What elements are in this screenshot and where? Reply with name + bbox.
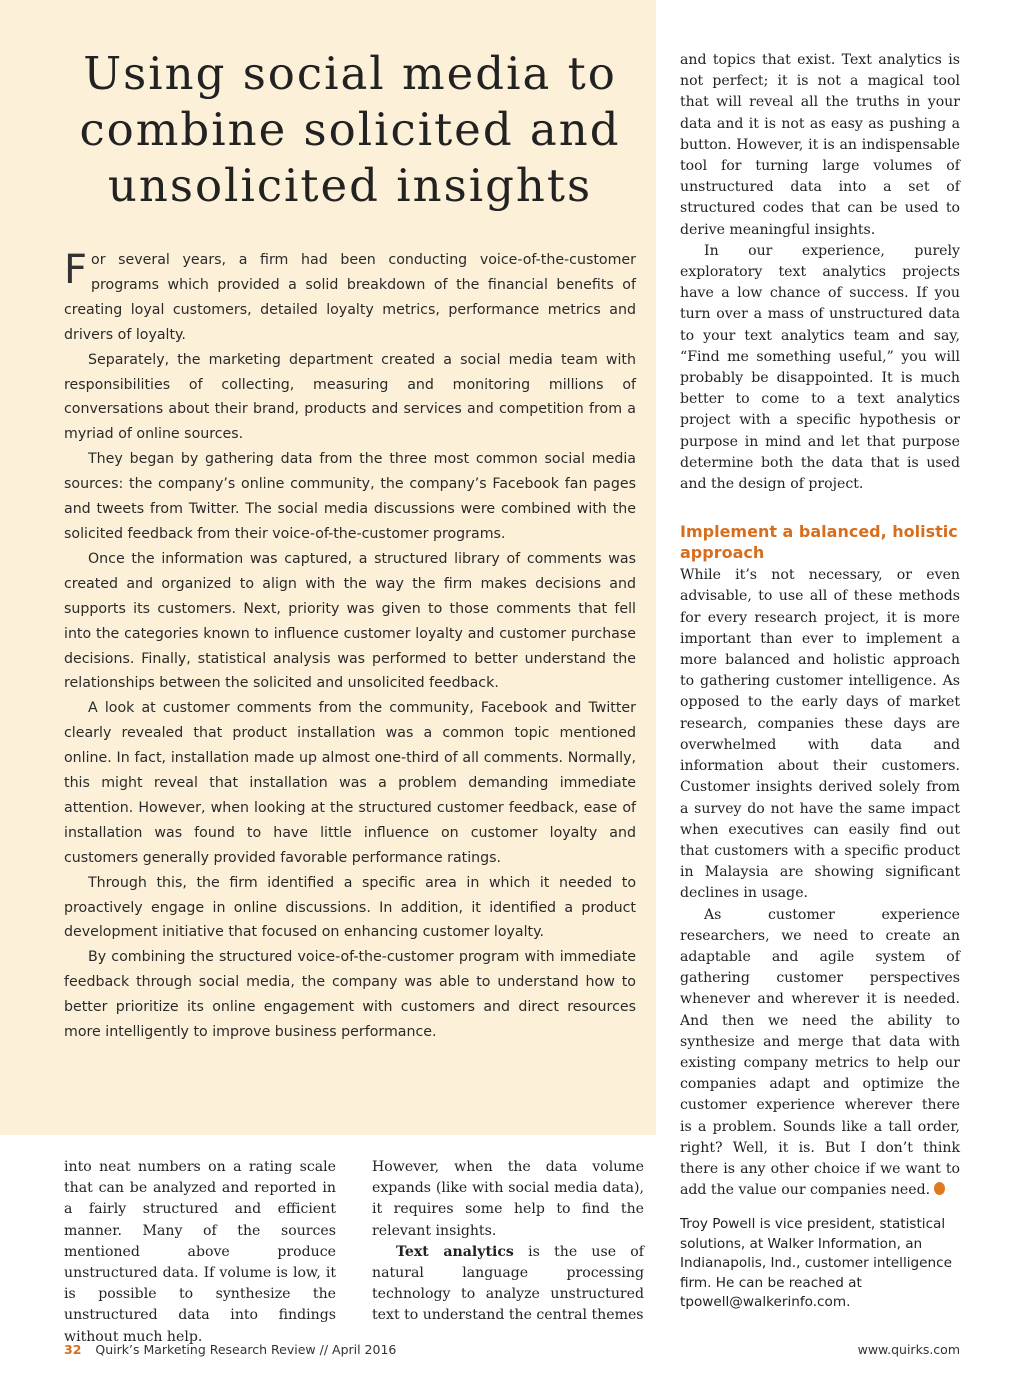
author-bio: Troy Powell is vice president, statistical solutions, at Walker Information, an Indianapolis, Ind., customer intelligence firm. He can be reached at tpowell@walkerinfo.com. <box>680 1216 952 1311</box>
page-footer <box>64 1342 960 1362</box>
body-paragraph: However, when the data volume expands (like with social media data), it requires some help to find the relevant insights. <box>372 1159 644 1239</box>
body-column-middle <box>372 1157 644 1327</box>
body-paragraph <box>372 1242 644 1327</box>
sidebar-title <box>40 46 660 214</box>
sidebar-paragraph-text: or several years, a firm had been conducting voice-of-the-customer programs which provided a solid breakdown of the financial benefits of creating loyal customers, detailed loyalty metrics, performance metrics and drivers of loyalty. <box>64 252 636 343</box>
body-paragraph-text: is the use of natural language processing technology to analyze unstructured text to understand the central themes <box>372 1243 645 1324</box>
sidebar-paragraph: A look at customer comments from the community, Facebook and Twitter clearly revealed that product installation was a common topic mentioned online. In fact, installation made up almost one-third of all comments. Normally, this might reveal that installation was a problem demanding immediate attention. However, when looking at the structured customer feedback, ease of installation was found to have little influence on customer loyalty and customers generally provided favorable performance ratings. <box>64 700 636 866</box>
body-paragraph: In our experience, purely exploratory text analytics projects have a low chance of success. If you turn over a mass of unstructured data to your text analytics team and say, “Find me something useful,” you will probably be disappointed. It is much better to come to a text analytics project with a specific hypothesis or purpose in mind and let that purpose determine both the data that is used and the design of project. <box>680 242 960 493</box>
body-paragraph: While it’s not necessary, or even advisable, to use all of these methods for every research project, it is more important than ever to implement a more balanced and holistic approach to gathering customer intelligence. As opposed to the early days of market research, companies these days are overwhelmed with data and information about their customers. Customer insights derived solely from a survey do not have the same impact when executives can easily find out that customers with a specific product in Malaysia are showing significant declines in usage. <box>680 567 960 902</box>
sidebar-paragraph: Separately, the marketing department created a social media team with responsibilities of collecting, measuring and monitoring millions of conversations about their brand, products and services and competition from a myriad of online sources. <box>64 351 636 443</box>
sidebar-body <box>64 248 636 1045</box>
body-column-right <box>680 50 960 1313</box>
quirks-q-icon <box>934 1182 945 1195</box>
body-paragraph: into neat numbers on a rating scale that can be analyzed and reported in a fairly structured and efficient manner. Many of the sources mentioned above produce unstructured data. If volume is low, it is possible to synthesize the unstructured data into findings without much help. <box>64 1159 336 1345</box>
page-number: 32 <box>64 1342 82 1357</box>
footer-url: www.quirks.com <box>857 1342 960 1357</box>
sidebar-paragraph: Through this, the firm identified a specific area in which it needed to proactively engage in online discussions. In addition, it identified a product development initiative that focused on enhancing customer loyalty. <box>64 874 636 941</box>
sidebar-paragraph: They began by gathering data from the three most common social media sources: the company’s online community, the company’s Facebook fan pages and tweets from Twitter. The social media discussions were combined with the solicited feedback from their voice-of-the-customer programs. <box>64 451 636 542</box>
body-paragraph: and topics that exist. Text analytics is not perfect; it is not a magical tool that will reveal all the truths in your data and it is not as easy as pushing a button. However, it is an indispensable tool for turning large volumes of unstructured data into a set of structured codes that can be used to derive meaningful insights. <box>680 52 960 238</box>
body-paragraph <box>680 905 960 1202</box>
sidebar-title-line: Using social media to <box>83 47 617 100</box>
sidebar-paragraph: Once the information was captured, a structured library of comments was created and organized to align with the way the firm makes decisions and supports its customers. Next, priority was given to those comments that fell into the categories known to influence customer loyalty and customer purchase decisions. Finally, statistical analysis was performed to better understand the relationships between the solicited and unsolicited feedback. <box>64 550 636 692</box>
section-subheading: Implement a balanced, holistic approach <box>680 522 958 563</box>
sidebar-paragraph <box>64 248 636 348</box>
publication-info: Quirk’s Marketing Research Review // April 2016 <box>95 1342 397 1357</box>
body-column-left <box>64 1157 336 1348</box>
body-paragraph-text: As customer experience researchers, we need to create an adaptable and agile system of gathering customer perspectives whenever and wherever it is needed. And then we need the ability to synthesize and merge that data with existing company metrics to help our companies adapt and optimize the customer experience wherever there is a problem. Sounds like a tall order, right? Well, it is. But I don’t think there is any other choice if we want to add the value our companies need. <box>680 906 960 1199</box>
term-text-analytics: Text analytics <box>396 1243 514 1260</box>
sidebar-title-line: unsolicited insights <box>107 159 593 212</box>
sidebar-paragraph: By combining the structured voice-of-the-customer program with immediate feedback through social media, the company was able to understand how to better prioritize its online engagement with customers and direct resources more intelligently to improve business performance. <box>64 949 636 1041</box>
sidebar-title-line: combine solicited and <box>79 103 621 156</box>
drop-cap: F <box>64 247 88 293</box>
